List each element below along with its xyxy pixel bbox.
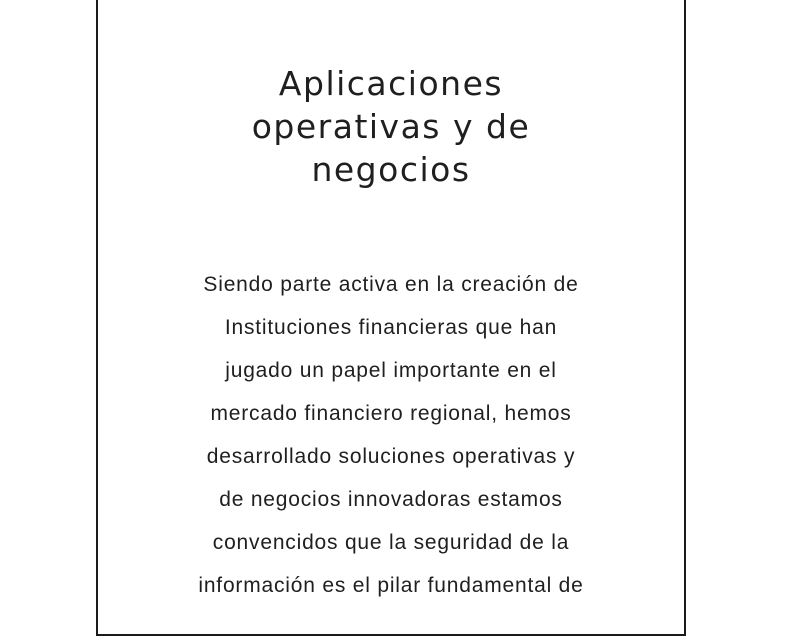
description-line: mercado financiero regional, hemos (210, 402, 572, 425)
title-line: operativas y de (251, 107, 531, 146)
description-line: desarrollado soluciones operativas y (206, 445, 576, 468)
description-line: jugado un papel importante en el (225, 359, 557, 382)
title-line: negocios (311, 150, 471, 189)
description-line: convencidos que la seguridad de la (212, 531, 570, 554)
section-title (98, 62, 684, 191)
content-card (96, 0, 686, 636)
section-description (98, 263, 684, 607)
title-line: Aplicaciones (278, 64, 504, 103)
description-line: Instituciones financieras que han (224, 316, 558, 339)
description-line: información es el pilar fundamental de (198, 574, 584, 597)
description-line: Siendo parte activa en la creación de (203, 273, 579, 296)
description-line: de negocios innovadoras estamos (219, 488, 563, 511)
